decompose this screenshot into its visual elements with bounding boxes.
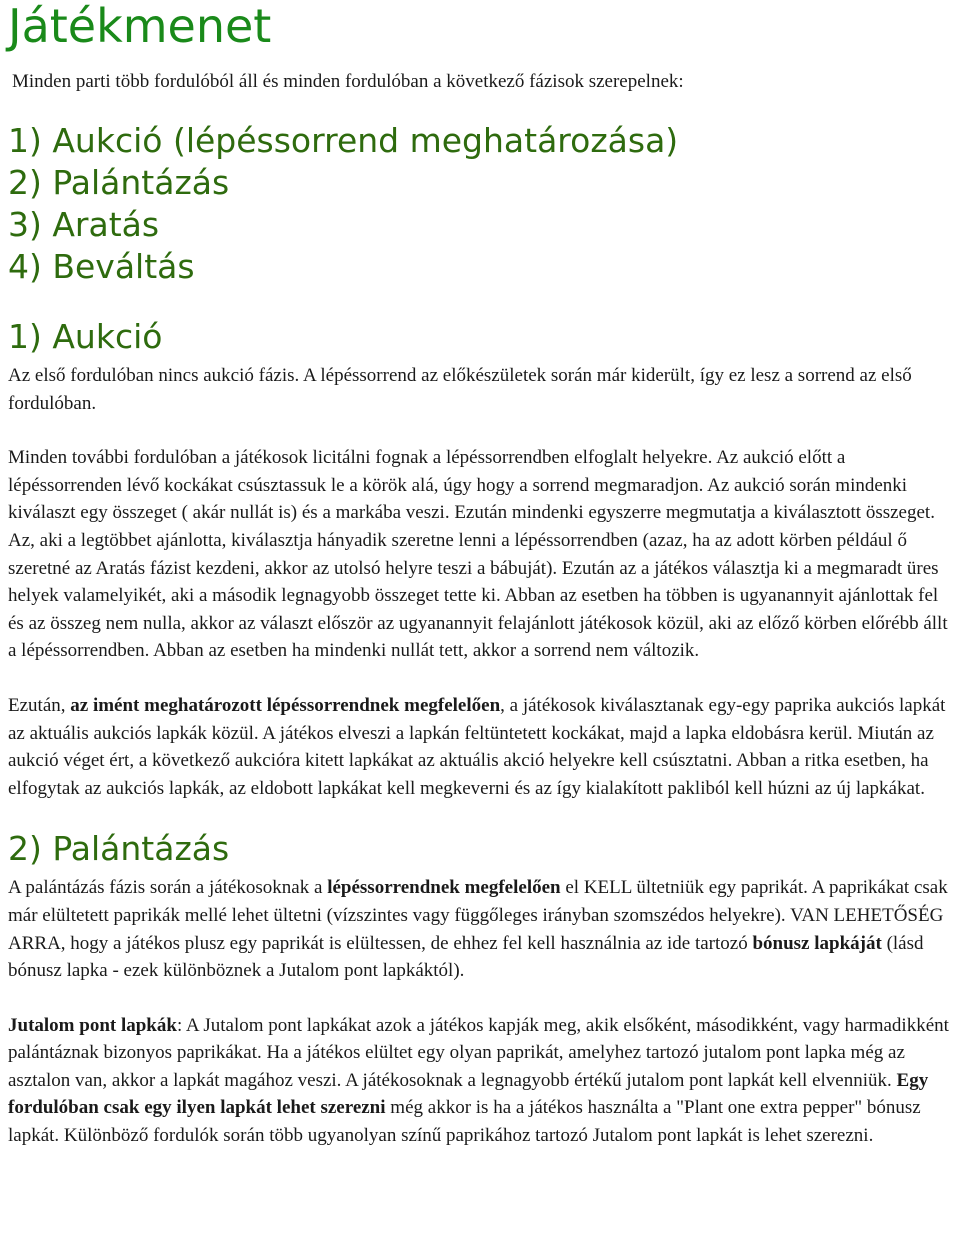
document-page (8, 0, 958, 1150)
page-title: Játékmenet (8, 0, 272, 53)
auction-paragraph-3 (8, 692, 958, 802)
section-heading-planting: 2) Palántázás (8, 829, 230, 869)
phase-item-redeem: 4) Beváltás (8, 247, 195, 286)
auction-p3-text: , a játékosok kiválasztanak egy-egy paprika aukciós lapkát az aktuális aukciós lapkák közül. A játékos elveszi a lapkán feltüntetett kockákat, majd a lapka eldobásra kerül. Miután az aukció véget ért, a következő aukcióra kitett lapkákat az aktuális akció helyekre kell csúsztatni. Abban a ritka esetben, ha elfogytak az aukciós lapkák, az eldobott lapkákat kell megkeverni és az így kialakított pakliból kell húzni az új lapkákat. (8, 694, 946, 799)
intro-text: Minden parti több fordulóból áll és minden fordulóban a következő fázisok szerepelnek: (12, 71, 684, 92)
auction-p3-bold: az imént meghatározott lépéssorrendnek megfelelően (70, 694, 501, 716)
auction-paragraph-1: Az első fordulóban nincs aukció fázis. A lépéssorrend az előkészületek során már kiderült, így ez lesz a sorrend az első fordulóban. (8, 365, 912, 414)
phase-item-harvest: 3) Aratás (8, 205, 160, 244)
auction-paragraph-2: Minden további fordulóban a játékosok licitálni fognak a lépéssorrendben elfoglalt helyekre. Az aukció előtt a lépéssorrenden lévő kockákat csúsztassuk le a körök alá, úgy hogy a sorrend megmaradjon. Az aukció során mindenki kiválaszt egy összeget ( akár nullát is) és a markába veszi. Ezután mindenki egyszerre megmutatja a kiválasztott összeget. Az, aki a legtöbbet ajánlotta, kiválasztja hányadik szeretne lenni a lépéssorrendben (azaz, ha az adott körben például ő szeretné az Aratás fázist kezdeni, akkor az utolsó helyre teszi a bábuját). Ezután az a játékos választja ki a megmaradt üres helyek valamelyikét, aki a második legnagyobb összeget tette ki. Abban az esetben ha többen is ugyanannyit ajánlottak fel és az összeg nem nulla, akkor az választ először az ugyanannyit felajánlott játékosok közül, aki az előző körben előrébb állt a lépéssorrendben. Abban az esetben ha mindenki nullát tett, akkor a sorrend nem változik. (8, 447, 948, 662)
phase-item-planting: 2) Palántázás (8, 163, 230, 202)
planting-p1-text: A palántázás fázis során a játékosoknak a (8, 877, 328, 899)
planting-p1-bold: bónusz lapkáját (752, 932, 882, 954)
planting-p2-bold: Jutalom pont lapkák (8, 1014, 177, 1036)
planting-p1-bold: lépéssorrendnek megfelelően (327, 877, 561, 899)
planting-p1-text: el KELL ültetniük egy paprikát. A paprikákat csak már elültetett paprikák mellé lehet ültetni (vízszintes vagy függőleges irányban szomszédos helyekre). VAN LEHETŐSÉG ARRA, hogy a játékos plusz egy paprikát is elültessen, de ehhez fel kell használnia az ide tartozó (8, 877, 948, 954)
phase-list (8, 120, 958, 288)
planting-p1-text: (lásd bónusz lapka - ezek különböznek a Jutalom pont lapkáktól). (8, 932, 924, 982)
planting-p2-bold: Egy fordulóban csak egy ilyen lapkát lehet szerezni (8, 1069, 929, 1119)
planting-paragraph-2 (8, 1012, 958, 1150)
planting-paragraph-1 (8, 874, 958, 984)
phase-item-auction: 1) Aukció (lépéssorrend meghatározása) (8, 121, 679, 160)
planting-p2-text: : A Jutalom pont lapkákat azok a játékos kapják meg, akik elsőként, másodikként, vagy harmadikként palántáznak bizonyos paprikákat. Ha a játékos elültet egy olyan paprikát, amelyhez tartozó jutalom pont lapka még az asztalon van, akkor a lapkát magához veszi. A játékosoknak a legnagyobb értékű jutalom pont lapkát kell elvenniük. (8, 1014, 949, 1091)
planting-p2-text: még akkor is ha a játékos használta a "Plant one extra pepper" bónusz lapkát. Különböző fordulók során több ugyanolyan színű paprikához tartozó Jutalom pont lapkát is lehet szerezni. (8, 1097, 921, 1147)
section-heading-auction: 1) Aukció (8, 317, 163, 356)
auction-p3-text: Ezután, (8, 694, 71, 716)
